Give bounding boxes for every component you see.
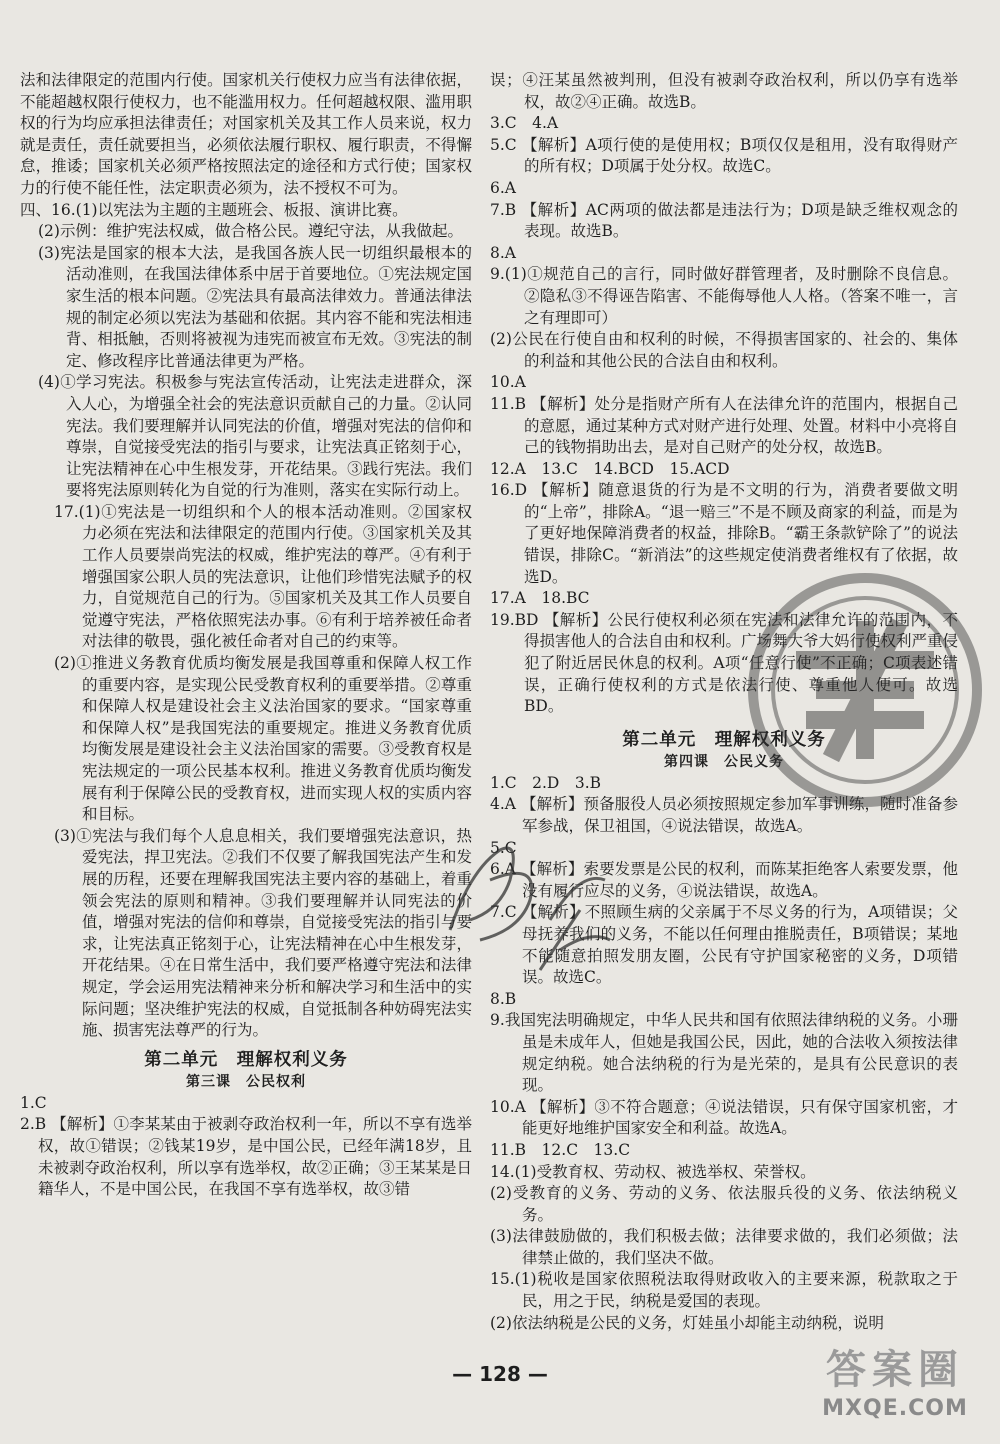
left-unit-title: 第二单元 理解权利义务: [144, 1049, 348, 1070]
left-column: [20, 70, 472, 1201]
answer-entry: (3)①宪法与我们每个人息息相关，我们要增强宪法意识，热爱宪法，捍卫宪法。②我们不仅要了解我国宪法产生和发展的历程，还要在理解我国宪法主要内容的基础上，着重领会宪法的原则和精神。③我们要理解并认同宪法的价值，增强对宪法的信仰和尊崇，自觉接受宪法的指引与要求，让宪法真正铭刻于心，让宪法精神在心中生根发芽，开花结果。④在日常生活中，我们要严格遵守宪法和法律规定，学会运用宪法精神来分析和解决学习和生活中的实际问题；坚决维护宪法的权威，自觉抵制各种妨碍宪法实施、损害宪法尊严的行为。: [54, 826, 472, 1040]
answer-entry: 5.C 【解析】A项行使的是使用权；B项仅仅是租用，没有取得财产的所有权；D项属于处分权。故选C。: [490, 135, 958, 176]
answer-entry: 9.我国宪法明确规定，中华人民共和国有依照法律纳税的义务。小珊虽是未成年人，但她是我国公民，因此，她的合法收入须按法律规定纳税。她合法纳税的行为是光荣的，是具有公民意识的表现。: [490, 1011, 958, 1095]
answer-entry: 10.A: [490, 373, 526, 392]
answer-entry: 9.(1)①规范自己的言行，同时做好群管理者，及时删除不良信息。②隐私③不得诬告陷害、不能侮辱他人人格。（答案不唯一，言之有理即可）: [490, 265, 958, 327]
answer-entry: 5.C: [490, 838, 517, 857]
answer-entry: (2)示例：维护宪法权威，做合格公民。遵纪守法，从我做起。: [38, 222, 463, 241]
answer-entry: 10.A 【解析】③不符合题意；④说法错误，只有保守国家机密，才能更好地维护国家安全和利益。故选A。: [490, 1097, 958, 1138]
answer-entry: 11.B 12.C 13.C: [490, 1140, 631, 1159]
answer-entry: 15.(1)税收是国家依照税法取得财政收入的主要来源，税款取之于民，用之于民，纳税是爱国的表现。: [490, 1270, 958, 1311]
answer-entry: 4.A 【解析】预备服役人员必须按照规定参加军事训练，随时准备参军参战，保卫祖国，④说法错误，故选A。: [490, 795, 958, 835]
answer-entry: 17.A 18.BC: [490, 589, 590, 608]
answer-entry: 8.A: [490, 243, 516, 262]
answer-entry: (2)依法纳税是公民的义务，灯娃虽小却能主动纳税，说明: [490, 1313, 884, 1332]
watermark-url: MXQE.COM: [822, 1396, 968, 1421]
answer-entry: 11.B 【解析】处分是指财产所有人在法律允许的范围内，根据自己的意愿，通过某种方式对财产进行处理、处置。材料中小亮将自己的钱物捐助出去，是对自己财产的处分权，故选B。: [490, 394, 959, 457]
answer-entry: (2)受教育的义务、劳动的义务、依法服兵役的义务、依法纳税义务。: [490, 1184, 958, 1224]
answer-entry: (3)宪法是国家的根本大法，是我国各族人民一切组织最根本的活动准则，在我国法律体系中居于首要地位。①宪法规定国家生活的根本问题。②宪法具有最高法律效力。普通法律法规的制定必须以宪法为基础和依据。其内容不能和宪法相违背、相抵触，否则将被视为违宪而被宣布无效。③宪法的制定、修改程序比普通法律更为严格。: [38, 243, 472, 370]
answer-entry: (2)公民在行使自由和权利的时候，不得损害国家的、社会的、集体的利益和其他公民的合法自由和权利。: [490, 330, 958, 370]
answer-entry: 1.C 2.D 3.B: [490, 773, 602, 792]
right-entries-after: [490, 773, 958, 1334]
answer-entry: 误；④汪某虽然被判刑，但没有被剥夺政治权利，所以仍享有选举权，故②④正确。故选B。: [490, 71, 958, 111]
watermark-text: 答案圈: [826, 1347, 964, 1393]
answer-entry: (4)①学习宪法。积极参与宪法宣传活动，让宪法走进群众，深入人心，为增强全社会的宪法意识贡献自己的力量。②认同宪法。我们要理解并认同宪法的价值，增强对宪法的信仰和尊崇，自觉接受宪法的指引与要求，让宪法真正铭刻于心，让宪法精神在心中生根发芽，开花结果。③践行宪法。我们要将宪法原则转化为自觉的行为准则，落实在实际行动上。: [38, 373, 472, 500]
answer-entry: 17.(1)①宪法是一切组织和个人的根本活动准则。②国家权力必须在宪法和法律限定的范围内行使。③国家机关及其工作人员要崇尚宪法的权威，维护宪法的尊严。④有利于增强国家公职人员的宪法意识，让他们珍惜宪法赋予的权力，自觉规范自己的行为。⑤国家机关及其工作人员要自觉遵守宪法，严格依照宪法办事。⑥有利于培养被任命者对法律的敬畏，强化被任命者对自己的约束等。: [54, 502, 472, 651]
answer-entry: 12.A 13.C 14.BCD 15.ACD: [490, 459, 730, 478]
left-entries-after: [20, 1093, 472, 1201]
answer-entry: 14.(1)受教育权、劳动权、被选举权、荣誉权。: [490, 1162, 816, 1181]
answer-entry: 3.C 4.A: [490, 114, 559, 133]
right-unit-title: 第二单元 理解权利义务: [622, 729, 826, 750]
answer-entry: 19.BD 【解析】公民行使权利必须在宪法和法律允许的范围内，不得损害他人的合法自由和权利。广场舞大爷大妈行使权利严重侵犯了附近居民休息的权利。A项“任意行使”不正确；C项表述错误，正确行使权利的方式是依法行使、尊重他人便可。故选BD。: [490, 610, 959, 716]
answer-entry: 2.B 【解析】①李某某由于被剥夺政治权利一年，所以不享有选举权，故①错误；②钱某19岁，是中国公民，已经年满18岁，且未被剥夺政治权利，所以享有选举权，故②正确；③王某某是日籍华人，不是中国公民，在我国不享有选举权，故③错: [20, 1115, 473, 1199]
left-entries: [20, 70, 472, 1042]
answer-entry: 1.C: [20, 1093, 47, 1112]
answer-entry: (2)①推进义务教育优质均衡发展是我国尊重和保障人权工作的重要内容，是实现公民受教育权利的重要举措。②尊重和保障人权是建设社会主义法治国家的要求。“国家尊重和保障人权”是我国宪法的重要规定。推进义务教育优质均衡发展是建设社会主义法治国家的需要。③受教育权是宪法规定的一项公民基本权利。推进义务教育优质均衡发展有利于保障公民的受教育权，进而实现人权的实质内容和目标。: [54, 654, 472, 824]
answer-entry: 四、16.(1)以宪法为主题的主题班会、板报、演讲比赛。: [20, 200, 408, 219]
answer-entry: 法和法律限定的范围内行使。国家机关行使权力应当有法律依据，不能超越权限行使权力，也不能滥用权力。任何超越权限、滥用职权的行为均应承担法律责任；对国家机关及其工作人员来说，权力就是责任，责任就要担当，必须依法履行职权、履行职责，不得懈怠，推诿；国家机关必须严格按照法定的途径和方式行使；国家权力的行使不能任性，法定职责必须为，法不授权不可为。: [20, 71, 472, 197]
answer-entry: (3)法律鼓励做的，我们积极去做；法律要求做的，我们必须做；法律禁止做的，我们坚决不做。: [490, 1227, 958, 1267]
right-lesson-title: 第四课 公民义务: [664, 753, 784, 770]
answer-entry: 7.C 【解析】不照顾生病的父亲属于不尽义务的行为，A项错误；父母抚养我们的义务，不能以任何理由推脱责任，B项错误；某地不能随意拍照发朋友圈，公民有守护国家秘密的义务，D项错误。故选C。: [490, 903, 958, 987]
right-entries: [490, 70, 958, 718]
answer-entry: 6.A: [490, 178, 516, 197]
page-number: — 128 —: [452, 1362, 548, 1386]
left-lesson-title: 第三课 公民权利: [186, 1073, 306, 1090]
right-column: [490, 70, 958, 1334]
answer-entry: 6.A 【解析】索要发票是公民的权利，而陈某拒绝客人索要发票，他没有履行应尽的义务，④说法错误，故选A。: [490, 860, 958, 900]
answer-entry: 7.B 【解析】AC两项的做法都是违法行为；D项是缺乏维权观念的表现。故选B。: [490, 200, 958, 241]
answer-entry: 16.D 【解析】随意退货的行为是不文明的行为，消费者要做文明的“上帝”，排除A。“退一赔三”不是不顾及商家的利益，而是为了更好地保障消费者的权益，排除B。“霸王条款铲除了”的说法错误，排除C。“新消法”的这些规定使消费者维权有了依据，故选D。: [490, 481, 958, 586]
answer-entry: 8.B: [490, 989, 517, 1008]
